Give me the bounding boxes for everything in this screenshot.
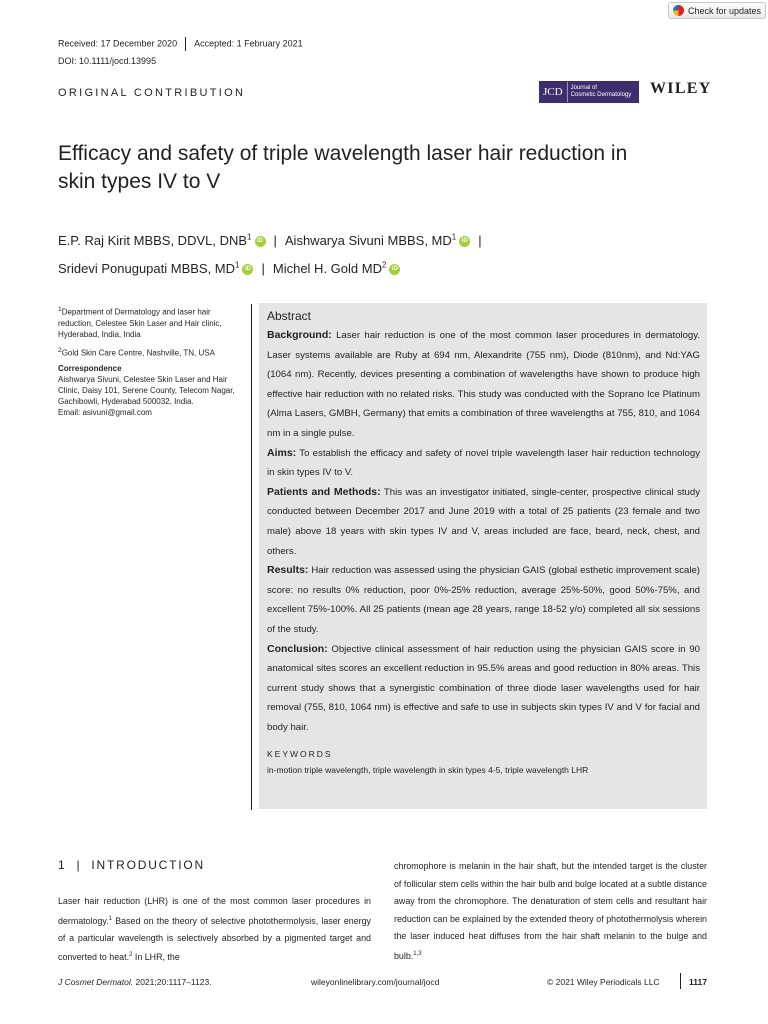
article-type-label: ORIGINAL CONTRIBUTION	[58, 87, 246, 99]
abstract-background: Background: Laser hair reduction is one of the most common laser procedures in dermatology. Laser systems available are Ruby at 694 nm, Alexandrite (755 nm), Diode (810nm), and Nd:YAG (1064 nm). Recently, devices presenting a combination of wavelengths have shown to produce high effective hair reduction with no related risks. This study was conducted with the Soprano Ice Platinum (Alma Lasers, GMBH, Germany) that emits a combination of three wavelengths at 755, 810, and 1064 nm in a single pulse.	[267, 329, 700, 439]
author-separator: |	[273, 233, 277, 249]
affiliation-1: $^1$Department of Dermatology and laser hair reduction, Celestee Skin Laser and Hair clinic, Hyderabad, India, India	[58, 306, 222, 339]
jcd-mark: JCD	[539, 82, 568, 102]
abstract-results: Results: Hair reduction was assessed using the physician GAIS (global esthetic improvement scale) score: no results 0% reduction, poor 0%-25% reduction, average 25%-50%, good 50%-75%, and excellent 75%-100%. All 25 patients (mean age 28 years, range 18-52 y/o) completed all six sessions of the study.	[267, 564, 700, 635]
orcid-icon[interactable]: iD	[255, 236, 266, 247]
orcid-icon[interactable]: iD	[459, 236, 470, 247]
abstract-box	[259, 303, 707, 809]
correspondence-email[interactable]: Email: asivuni@gmail.com	[58, 408, 152, 418]
doi[interactable]: DOI: 10.1111/jocd.13995	[58, 56, 157, 66]
correspondence-heading: Correspondence	[58, 364, 122, 374]
intro-left-column: Laser hair reduction (LHR) is one of the most common laser procedures in dermatology.$^1$ Based on the theory of selective photothermolysis, laser energy of a particular wavelength is selectively absorbed by a pigmented target and converted to heat.$^2$ In LHR, the	[58, 896, 371, 963]
crossmark-icon	[673, 5, 684, 16]
author-separator: |	[478, 233, 482, 249]
correspondence-address: Aishwarya Sivuni, Celestee Skin Laser and Hair Clinic, Daisy 101, Serene County, Telecom Nagar, Gachibowli, Hyderabad 500032, India.	[58, 375, 235, 407]
keywords-heading: KEYWORDS	[267, 749, 333, 760]
abstract-aims: Aims: To establish the efficacy and safety of novel triple wavelength laser hair reduction technology in skin types IV to V.	[267, 446, 700, 479]
received-date: Received: 17 December 2020	[58, 38, 178, 49]
journal-name	[568, 85, 632, 99]
author-list	[58, 226, 698, 281]
citation-ref[interactable]: 2	[129, 952, 133, 959]
abstract-heading: Abstract	[267, 309, 312, 323]
footer-journal-ref: J Cosmet Dermatol. 2021;20:1117–1123.	[58, 977, 212, 987]
section-separator: |	[76, 858, 82, 872]
section-number: 1	[58, 858, 67, 872]
author-name[interactable]: Aishwarya Sivuni MBBS, $MD^1$	[284, 233, 457, 249]
journal-logo	[539, 81, 639, 103]
footer-copyright: © 2021 Wiley Periodicals LLC	[547, 977, 660, 987]
title-line-1: Efficacy and safety of triple wavelength laser hair reduction in	[58, 142, 628, 165]
date-divider	[185, 37, 186, 51]
title-line-2: skin types IV to V	[58, 170, 221, 193]
author-name[interactable]: E.P. Raj Kirit MBBS, DDVL, DNB$^1$	[58, 233, 252, 249]
author-separator: |	[261, 260, 265, 276]
check-for-updates-label: Check for updates	[688, 5, 762, 16]
journal-name-line2: Cosmetic Dermatology	[570, 92, 632, 98]
orcid-icon[interactable]: iD	[389, 264, 400, 275]
footer-divider	[680, 973, 681, 989]
author-name[interactable]: Michel H. Gold $MD^2$	[272, 260, 387, 276]
citation-ref[interactable]: 1	[108, 915, 112, 922]
abstract-conclusion: Conclusion: Objective clinical assessment of hair reduction using the physician GAIS score in 90 anatomical sites scores an excellent reduction in 95.5% areas and good reduction in 80% areas. This current study shows that a synergistic combination of three diode laser wavelengths used for hair removal (755, 810, 1064 nm) is effective and safe to use in subjects skin types IV and V for facial and body hair.	[267, 642, 700, 733]
section-title: INTRODUCTION	[91, 858, 205, 872]
citation-ref[interactable]: 1,3	[413, 950, 422, 957]
check-for-updates-button[interactable]	[668, 2, 766, 19]
page-number: 1117	[689, 977, 707, 987]
intro-right-column: chromophore is melanin in the hair shaft, but the intended target is the cluster of follicular stem cells within the hair bulb and bulge located at a subtle distance away from the chromophore. The denaturation of stem cells and resultant hair reduction can be explained by the extended theory of photothermolysis wherein the laser induced heat diffuses from the hair shaft melanin to the bulge and bulb.$^{1,3}$	[394, 861, 707, 961]
affiliations	[58, 304, 238, 418]
affiliation-2: $^2$Gold Skin Care Centre, Nashville, TN, USA	[58, 346, 215, 358]
column-divider	[251, 304, 252, 810]
section-heading-introduction	[58, 858, 205, 872]
footer-url[interactable]: wileyonlinelibrary.com/journal/jocd	[311, 977, 440, 987]
accepted-date: Accepted: 1 February 2021	[194, 38, 303, 49]
article-dates	[58, 37, 303, 51]
publisher-logo: WILEY	[650, 80, 712, 97]
article-title	[58, 140, 718, 196]
journal-name-line1: Journal of	[570, 85, 597, 91]
abstract-methods: Patients and Methods: This was an investigator initiated, single-center, prospective clinical study conducted between December 2017 and June 2019 with a total of 25 patients (23 female and two male) above 18 years with skin types IV and V, areas included are face, beard, neck, chest, and others.	[267, 485, 700, 557]
orcid-icon[interactable]: iD	[242, 264, 253, 275]
keywords: in-motion triple wavelength, triple wavelength in skin types 4-5, triple wavelength LHR	[267, 765, 589, 776]
author-name[interactable]: Sridevi Ponugupati MBBS, $MD^1$	[58, 260, 240, 276]
